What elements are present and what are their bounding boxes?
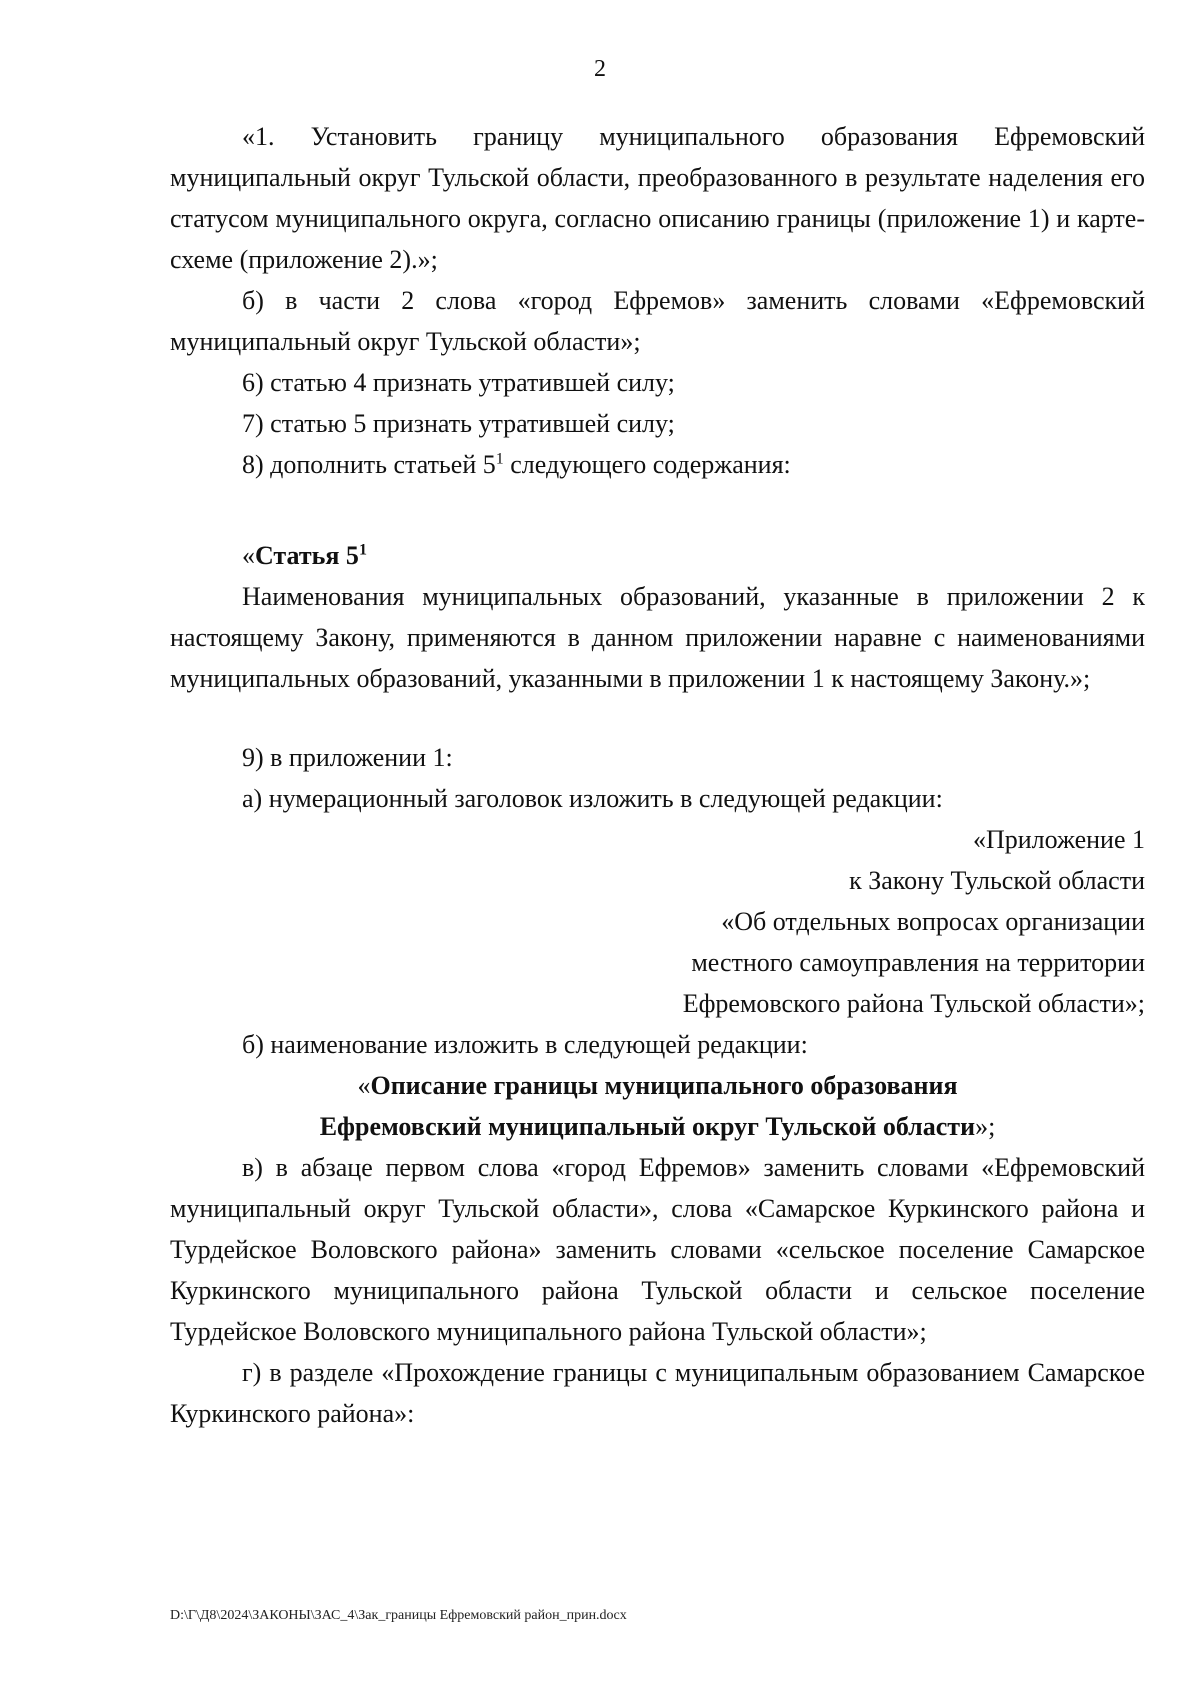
paragraph-b-part-2: б) в части 2 слова «город Ефремов» заменить словами «Ефремовский муниципальный округ Тульской области»; bbox=[170, 286, 1145, 356]
heading-close-quote: »; bbox=[975, 1112, 996, 1141]
heading-line-2 bbox=[170, 1106, 1145, 1147]
paragraph-9b: б) наименование изложить в следующей редакции: bbox=[242, 1030, 808, 1059]
annex-line-4: местного самоуправления на территории bbox=[691, 948, 1145, 977]
paragraph-8-text: 8) дополнить статьей 5 bbox=[242, 450, 496, 479]
heading-line-1 bbox=[170, 1065, 1145, 1106]
annex-line-5: Ефремовского района Тульской области»; bbox=[682, 989, 1145, 1018]
paragraph-8-superscript: 1 bbox=[495, 450, 504, 468]
paragraph-7: 7) статью 5 признать утратившей силу; bbox=[242, 409, 675, 438]
heading-text-1: Описание границы муниципального образования bbox=[370, 1071, 958, 1100]
paragraph-9g: г) в разделе «Прохождение границы с муниципальным образованием Самарское Куркинского района»: bbox=[170, 1358, 1145, 1428]
paragraph-9a: а) нумерационный заголовок изложить в следующей редакции: bbox=[242, 784, 943, 813]
paragraph-point-1: «1. Установить границу муниципального образования Ефремовский муниципальный округ Тульской области, преобразованного в результате наделения его статусом муниципального округа, согласно описанию границы (приложение 1) и карте-схеме (приложение 2).»; bbox=[170, 122, 1145, 274]
spacer bbox=[170, 699, 1145, 737]
article-open-quote: « bbox=[242, 541, 255, 570]
paragraph-8 bbox=[170, 444, 1145, 485]
annex-line-2: к Закону Тульской области bbox=[849, 866, 1145, 895]
document-body bbox=[170, 116, 1145, 1434]
article-body: Наименования муниципальных образований, указанные в приложении 2 к настоящему Закону, применяются в данном приложении наравне с наименованиями муниципальных образований, указанными в приложении 1 к настоящему Закону.»; bbox=[170, 582, 1145, 693]
annex-line-3: «Об отдельных вопросах организации bbox=[721, 907, 1145, 936]
article-title-superscript: 1 bbox=[358, 541, 367, 559]
paragraph-9v: в) в абзаце первом слова «город Ефремов» заменить словами «Ефремовский муниципальный округ Тульской области», слова «Самарское Куркинского района и Турдейское Воловского района» заменить словами «сельское поселение Самарское Куркинского муниципального района Тульской области и сельское поселение Турдейское Воловского муниципального района Тульской области»; bbox=[170, 1153, 1145, 1346]
annex-line-1: «Приложение 1 bbox=[972, 825, 1145, 854]
spacer bbox=[170, 485, 1145, 535]
footer-file-path: D:\Г\Д8\2024\ЗАКОНЫ\ЗАС_4\Зак_границы Ефремовский район_прин.docx bbox=[170, 1608, 627, 1623]
paragraph-6: 6) статью 4 признать утратившей силу; bbox=[242, 368, 675, 397]
page-number: 2 bbox=[594, 56, 606, 82]
article-heading bbox=[170, 535, 1145, 576]
article-title: Статья 5 bbox=[255, 541, 359, 570]
heading-open-quote: « bbox=[357, 1071, 371, 1100]
paragraph-9: 9) в приложении 1: bbox=[242, 743, 453, 772]
paragraph-8-text-end: следующего содержания: bbox=[503, 450, 791, 479]
heading-text-2: Ефремовский муниципальный округ Тульской области bbox=[319, 1112, 976, 1141]
